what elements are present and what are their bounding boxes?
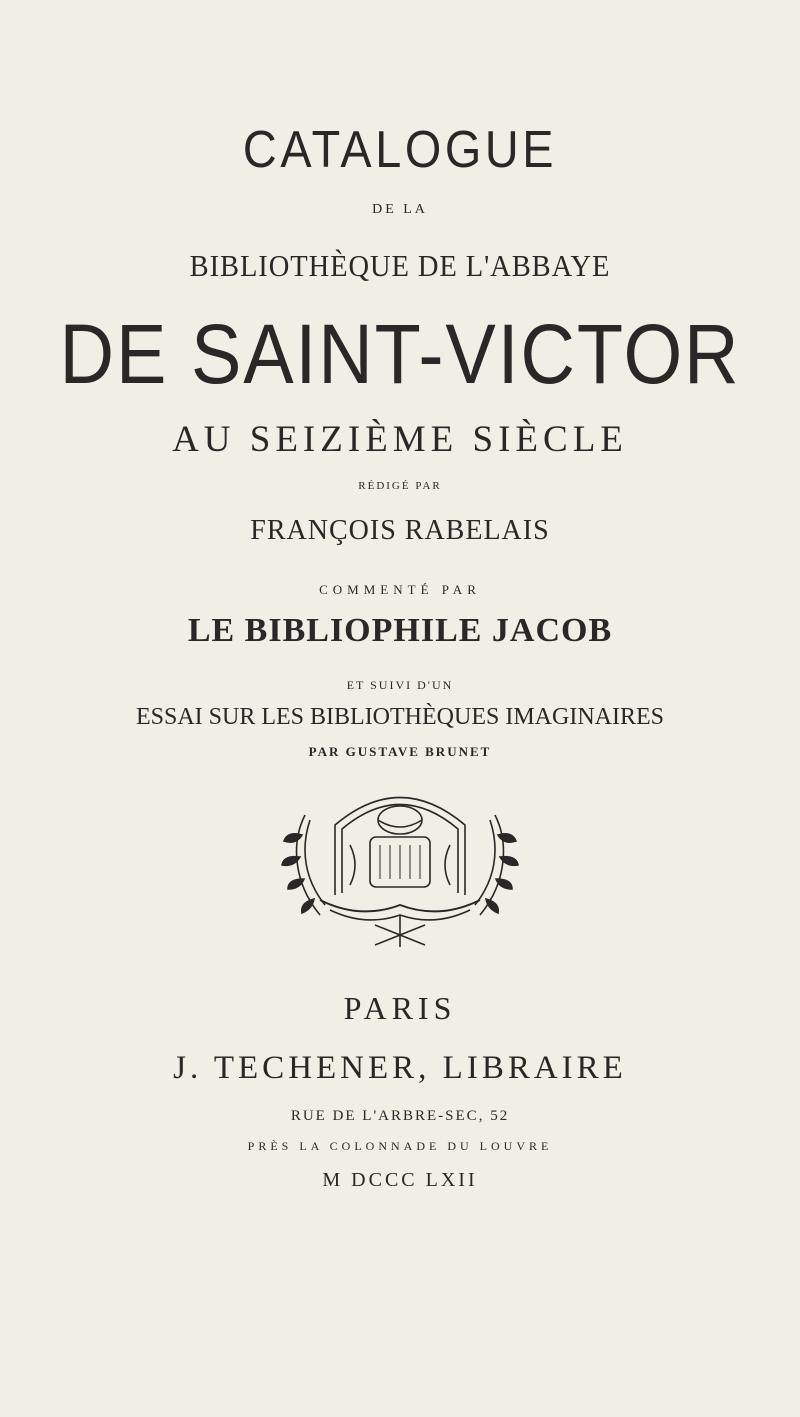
essai-title: ESSAI SUR LES BIBLIOTHÈQUES IMAGINAIRES (135, 704, 664, 730)
printer-device-emblem-icon (250, 775, 550, 950)
imprint-date: M DCCC LXII (322, 1169, 478, 1191)
essai-author-brunet: PAR GUSTAVE BRUNET (308, 744, 492, 759)
title-seizieme-siecle: AU SEIZIÈME SIÈCLE (172, 419, 628, 460)
imprint-address: RUE DE L'ARBRE-SEC, 52 (290, 1108, 510, 1124)
imprint-location: PRÈS LA COLONNADE DU LOUVRE (247, 1139, 553, 1153)
title-saint-victor: DE SAINT-VICTOR (59, 307, 741, 401)
imprint-publisher: J. TECHENER, LIBRAIRE (173, 1050, 627, 1086)
commentator-jacob: LE BIBLIOPHILE JACOB (187, 612, 613, 649)
title-de-la: DE LA (372, 202, 428, 217)
author-rabelais: FRANÇOIS RABELAIS (250, 515, 550, 546)
redige-par: RÉDIGÉ PAR (358, 480, 442, 492)
commente-par: COMMENTÉ PAR (319, 582, 481, 597)
title-bibliotheque: BIBLIOTHÈQUE DE L'ABBAYE (189, 248, 611, 283)
title-catalogue: CATALOGUE (242, 121, 558, 179)
suivi-d-un: ET SUIVI D'UN (346, 678, 454, 692)
imprint-city: PARIS (343, 990, 457, 1026)
